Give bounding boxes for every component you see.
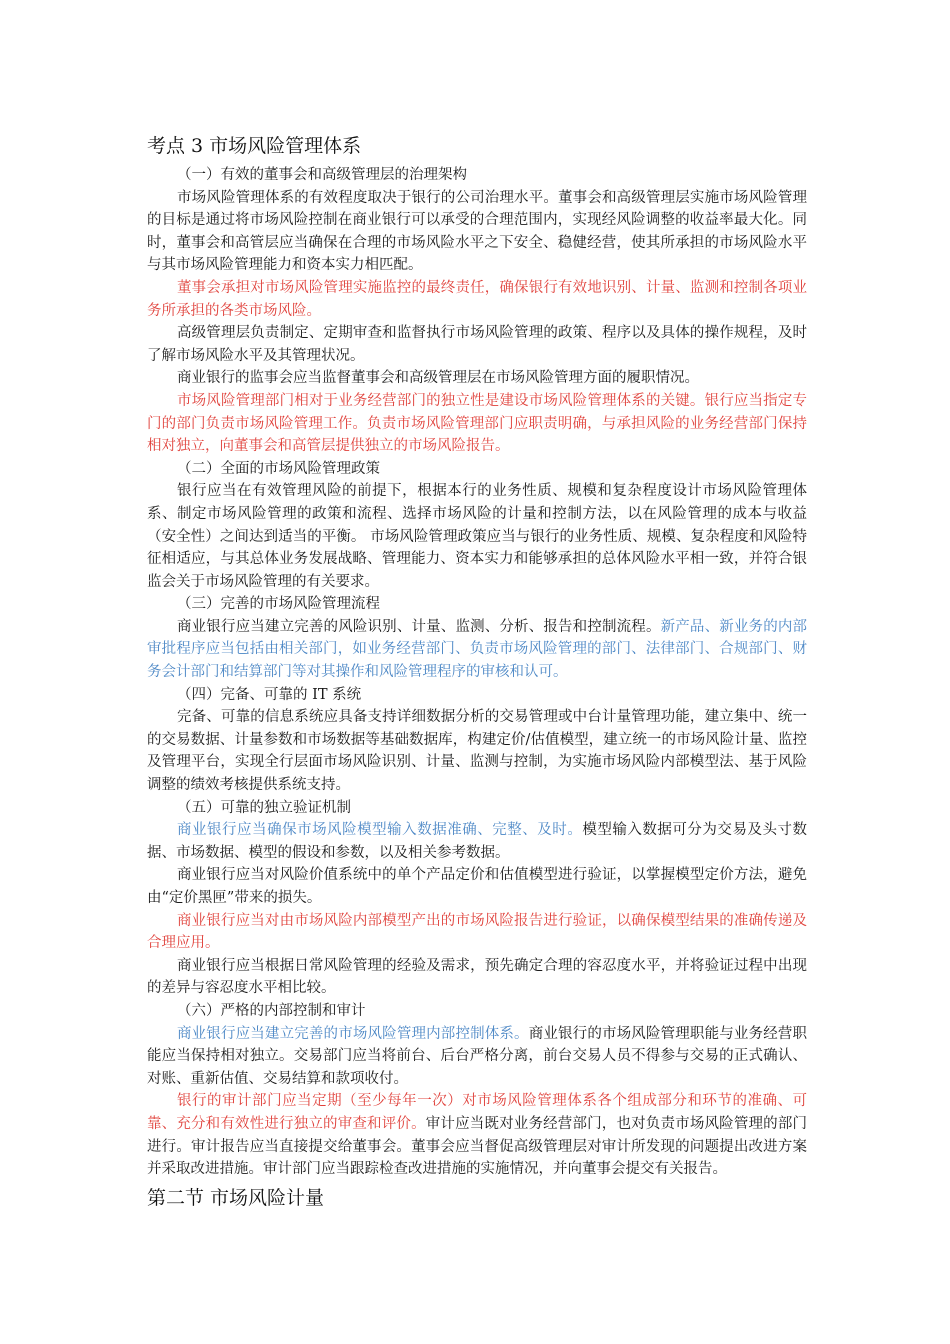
- paragraph: [147, 616, 807, 684]
- subsection-heading: （三）完善的市场风险管理流程: [177, 596, 380, 613]
- subsection-heading: （五）可靠的独立验证机制: [177, 799, 351, 816]
- next-section-title: 第二节 市场风险计量: [147, 1187, 325, 1209]
- text-run: 模型输入数据可分为交易及头寸数据、市场数据、模型的假设和参数，以及相关参考数据。: [147, 822, 807, 861]
- paragraph: [147, 819, 807, 864]
- text-run: 商业银行的市场风险管理职能与业务经营职能应当保持相对独立。交易部门应当将前台、后台严格分离，前台交易人员不得参与交易的正式确认、对账、重新估值、交易结算和款项收付。: [147, 1025, 808, 1087]
- subsection-heading: （四）完备、可靠的 IT 系统: [177, 686, 362, 703]
- paragraph: 银行应当在有效管理风险的前提下，根据本行的业务性质、规模和复杂程度设计市场风险管理体系、制定市场风险管理的政策和流程、选择市场风险的计量和控制方法，以在风险管理的成本与收益（安全性）之间达到适当的平衡。 市场风险管理政策应当与银行的业务性质、规模、复杂程度和风险特征相适应，与其总体业务发展战略、管理能力、资本实力和能够承担的总体风险水平相一致，并符合银监会关于市场风险管理的有关要求。: [147, 483, 807, 590]
- paragraph: 商业银行应当根据日常风险管理的经验及需求，预先确定合理的容忍度水平，并将验证过程中出现的差异与容忍度水平相比较。: [147, 957, 807, 997]
- paragraph: 市场风险管理体系的有效程度取决于银行的公司治理水平。董事会和高级管理层实施市场风险管理的目标是通过将市场风险控制在商业银行可以承受的合理范围内，实现经风险调整的收益率最大化。同时，董事会和高管层应当确保在合理的市场风险水平之下安全、稳健经营，使其所承担的市场风险水平与其市场风险管理能力和资本实力相匹配。: [147, 189, 807, 274]
- subsection-heading: （二）全面的市场风险管理政策: [177, 460, 380, 477]
- highlight-text: 商业银行应当建立完善的市场风险管理内部控制体系。: [177, 1025, 529, 1042]
- subsection-heading: （一）有效的董事会和高级管理层的治理架构: [177, 167, 467, 183]
- paragraph: 高级管理层负责制定、定期审查和监督执行市场风险管理的政策、程序以及具体的操作规程，及时了解市场风险水平及其管理状况。: [147, 325, 807, 364]
- paragraph: 商业银行的监事会应当监督董事会和高级管理层在市场风险管理方面的履职情况。: [177, 370, 699, 387]
- paragraph: [147, 1023, 807, 1091]
- highlight-paragraph: 董事会承担对市场风险管理实施监控的最终责任，确保银行有效地识别、计量、监测和控制各项业务所承担的各类市场风险。: [147, 279, 807, 319]
- highlight-text: 银行的审计部门应当定期（至少每年一次）对市场风险管理体系各个组成部分和环节的准确、可靠、充分和有效性进行独立的审查和评价。: [147, 1093, 807, 1132]
- paragraph: 完备、可靠的信息系统应具备支持详细数据分析的交易管理或中台计量管理功能，建立集中、统一的交易数据、计量参数和市场数据等基础数据库，构建定价/估值模型，建立统一的市场风险计量、监控及管理平台，实现全行层面市场风险识别、计量、监测与控制，为实施市场风险内部模型法、基于风险调整的绩效考核提供系统支持。: [147, 709, 807, 794]
- subsection-heading: （六）严格的内部控制和审计: [177, 1002, 366, 1019]
- paragraph: [147, 1090, 807, 1180]
- text-run: 审计应当既对业务经营部门，也对负责市场风险管理的部门进行。审计报告应当直接提交给董事会。董事会应当督促高级管理层对审计所发现的问题提出改进方案并采取改进措施。审计部门应当跟踪检查改进措施的实施情况，并向董事会提交有关报告。: [147, 1115, 808, 1178]
- section-title: 考点 3 市场风险管理体系: [147, 135, 362, 157]
- paragraph: 商业银行应当对风险价值系统中的单个产品定价和估值模型进行验证，以掌握模型定价方法，避免由“定价黑匣”带来的损失。: [147, 867, 807, 906]
- highlight-text: 商业银行应当确保市场风险模型输入数据准确、完整、及时。: [177, 822, 583, 839]
- highlight-text: 新产品、新业务的内部审批程序应当包括由相关部门，如业务经营部门、负责市场风险管理的部门、法律部门、合规部门、财务会计部门和结算部门等对其操作和风险管理程序的审核和认可。: [147, 618, 808, 681]
- text-run: 商业银行应当建立完善的风险识别、计量、监测、分析、报告和控制流程。: [177, 618, 661, 635]
- document-body: [147, 132, 807, 1181]
- highlight-paragraph: 市场风险管理部门相对于业务经营部门的独立性是建设市场风险管理体系的关键。银行应当指定专门的部门负责市场风险管理工作。负责市场风险管理部门应职责明确，与承担风险的业务经营部门保持相对独立，向董事会和高管层提供独立的市场风险报告。: [147, 392, 807, 455]
- highlight-paragraph: 商业银行应当对由市场风险内部模型产出的市场风险报告进行验证，以确保模型结果的准确传递及合理应用。: [147, 912, 807, 952]
